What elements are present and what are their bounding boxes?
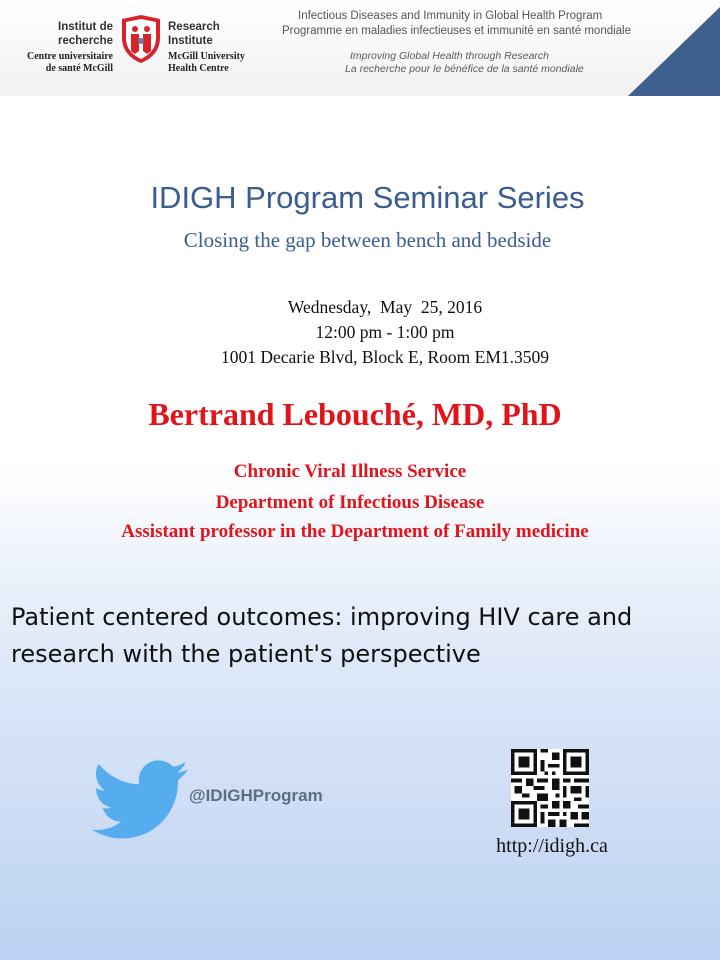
logo-text-fr: Institut de recherche xyxy=(58,21,113,47)
program-tagline-en: Improving Global Health through Research xyxy=(350,50,550,62)
institute-shield-logo-icon xyxy=(120,14,162,64)
talk-title xyxy=(11,599,711,673)
talk-title-line: Patient centered outcomes: improving HIV care and xyxy=(11,603,633,631)
program-name-en: Infectious Diseases and Immunity in Global Health Program xyxy=(298,10,603,22)
website-link[interactable]: http://idigh.ca xyxy=(496,835,608,857)
speaker-affiliation: Department of Infectious Disease xyxy=(215,492,485,513)
logo-subtext-fr: Centre universitaire de santé McGill xyxy=(26,51,113,74)
speaker-name: Bertrand Lebouché, MD, PhD xyxy=(148,396,562,432)
seminar-title: IDIGH Program Seminar Series xyxy=(150,180,585,215)
event-date: Wednesday, May 25, 2016 xyxy=(287,297,483,317)
program-name-fr: Programme en maladies infectieuses et immunité en santé mondiale xyxy=(282,25,632,37)
logo-subtext-en: McGill University Health Centre xyxy=(168,51,245,74)
speaker-affiliation: Chronic Viral Illness Service xyxy=(233,461,467,482)
logo-text-en: Research Institute xyxy=(168,21,220,47)
twitter-bird-icon[interactable] xyxy=(92,760,188,840)
event-time: 12:00 pm - 1:00 pm xyxy=(315,322,455,342)
speaker-affiliation: Assistant professor in the Department of Family medicine xyxy=(121,521,589,542)
twitter-handle[interactable]: @IDIGHProgram xyxy=(189,786,323,805)
talk-title-line: research with the patient's perspective xyxy=(11,640,481,668)
seminar-subtitle: Closing the gap between bench and bedside xyxy=(183,228,552,252)
qr-code-icon[interactable] xyxy=(511,749,589,827)
event-location: 1001 Decarie Blvd, Block E, Room EM1.3509 xyxy=(220,347,550,367)
program-tagline-fr: La recherche pour le bénéfice de la santé mondiale xyxy=(345,63,584,75)
